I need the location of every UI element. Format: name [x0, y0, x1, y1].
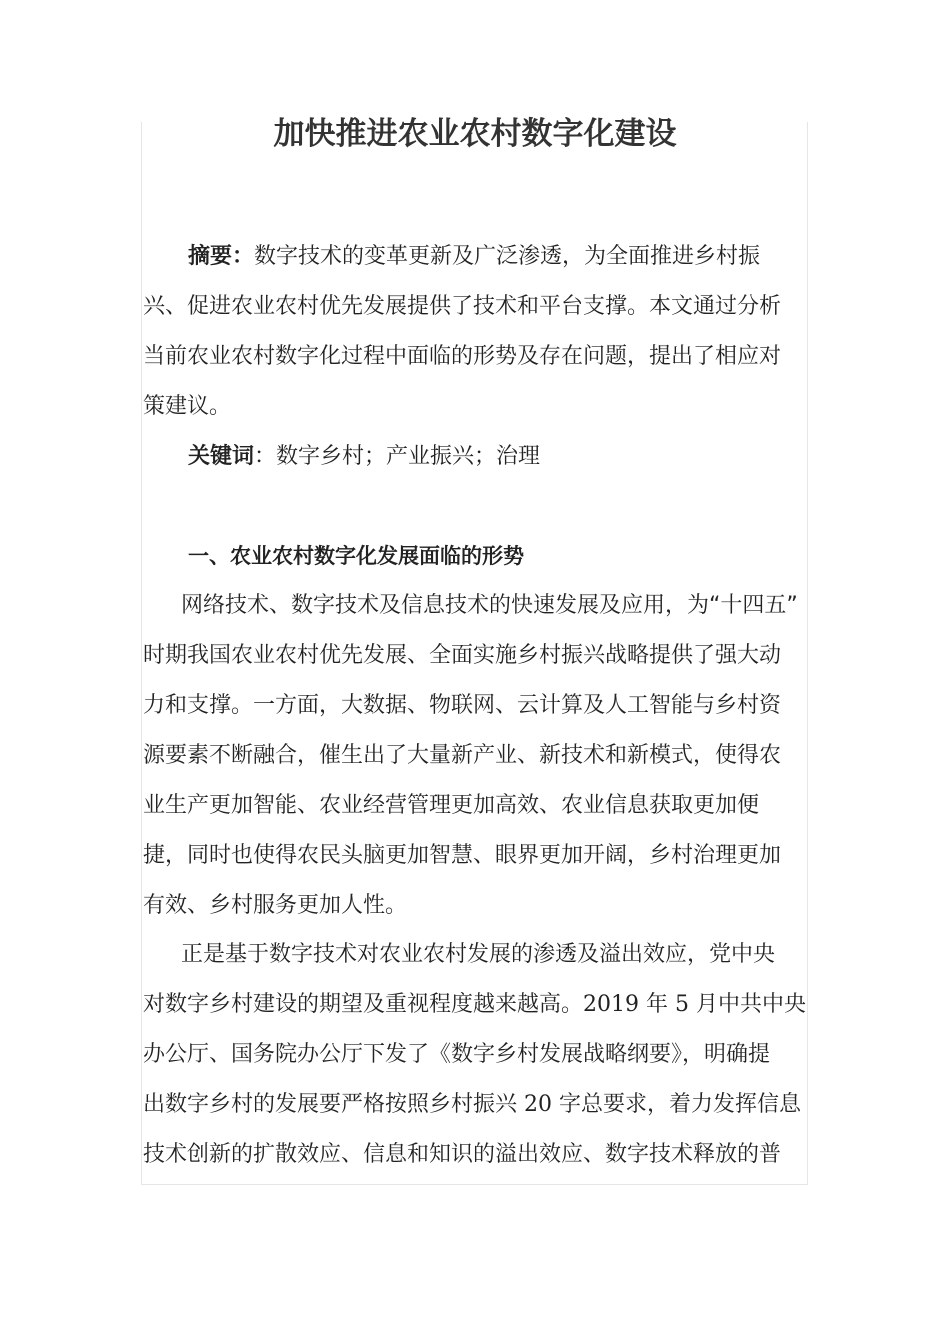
section-heading: 一、农业农村数字化发展面临的形势 [188, 544, 524, 568]
abstract-line-4: 策建议。 [143, 394, 232, 419]
para1-line-4: 源要素不断融合，催生出了大量新产业、新技术和新模式，使得农 [143, 743, 782, 768]
keywords-line [188, 442, 540, 472]
para2-line-2-date: 2019 年 5 月中共中央 [583, 992, 806, 1017]
abstract-line-2: 兴、促进农业农村优先发展提供了技术和平台支撑。本文通过分析 [143, 294, 782, 319]
para1-line-2: 时期我国农业农村优先发展、全面实施乡村振兴战略提供了强大动 [143, 643, 782, 668]
abstract-text: 数字技术的变革更新及广泛渗透，为全面推进乡村振 [254, 244, 761, 269]
abstract-line-3: 当前农业农村数字化过程中面临的形势及存在问题，提出了相应对 [143, 344, 782, 369]
para1-line-1: 网络技术、数字技术及信息技术的快速发展及应用，为“十四五” [181, 593, 798, 618]
para1-line-5: 业生产更加智能、农业经营管理更加高效、农业信息获取更加便 [143, 793, 760, 818]
para2-line-1: 正是基于数字技术对农业农村发展的渗透及溢出效应，党中央 [181, 942, 776, 967]
para2-line-2-text: 对数字乡村建设的期望及重视程度越来越高。 [143, 992, 584, 1017]
para2-line-4-b: 字总要求，着力发挥信息 [559, 1092, 802, 1117]
para1-line-6: 捷，同时也使得农民头脑更加智慧、眼界更加开阔，乡村治理更加 [143, 843, 782, 868]
para2-line-5: 技术创新的扩散效应、信息和知识的溢出效应、数字技术释放的普 [143, 1142, 782, 1167]
abstract-label: 摘要： [188, 244, 255, 269]
para2-line-4 [143, 1090, 801, 1120]
para2-line-3: 办公厅、国务院办公厅下发了《数字乡村发展战略纲要》，明确提 [143, 1042, 771, 1067]
para2-line-2 [143, 990, 806, 1020]
para2-line-4-a: 出数字乡村的发展要严格按照乡村振兴 [143, 1092, 518, 1117]
document-title: 加快推进农业农村数字化建设 [273, 116, 677, 152]
para2-line-4-num: 20 [517, 1092, 559, 1117]
keywords-text: ：数字乡村；产业振兴；治理 [254, 444, 541, 469]
abstract-line-1 [188, 242, 760, 272]
keywords-label: 关键词 [188, 444, 255, 469]
para1-line-3: 力和支撑。一方面，大数据、物联网、云计算及人工智能与乡村资 [143, 693, 782, 718]
para1-line-7: 有效、乡村服务更加人性。 [143, 893, 408, 918]
